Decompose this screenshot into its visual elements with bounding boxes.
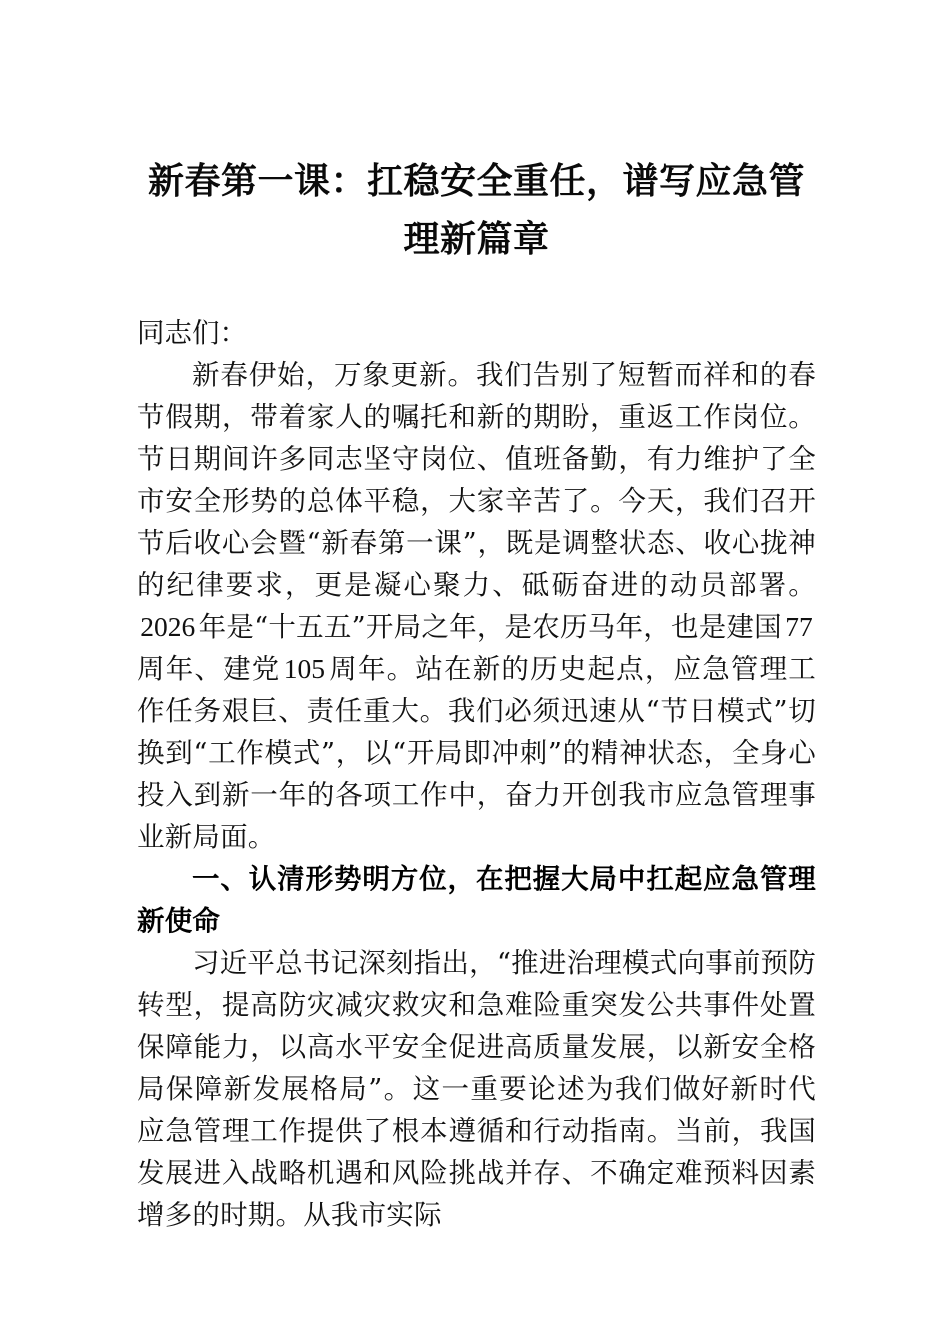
paragraph-segment-text: 周年、建党: [137, 653, 281, 685]
paragraph-segment-text: 新春伊始，万象更新。我们告别了短暂而祥和的春节假期，带着家人的嘱托和新的期盼，重返工作岗位。节日期间许多同志坚守岗位、值班备勤，有力维护了全市安全形势的总体平稳，大家辛苦了。今天，我们召开节后收心会暨“新春第一课”，既是调整状态、收心拢神的纪律要求，更是凝心聚力、砥砺奋进的动员部署。: [137, 359, 816, 601]
section-one-body-paragraph: 习近平总书记深刻指出，“推进治理模式向事前预防转型，提高防灾减灾救灾和急难险重突发公共事件处置保障能力，以高水平安全促进高质量发展，以新安全格局保障新发展格局”。这一重要论述为我们做好新时代应急管理工作提供了根本遵循和行动指南。当前，我国发展进入战略机遇和风险挑战并存、不确定难预料因素增多的时期。从我市实际: [137, 947, 816, 1231]
paragraph-segment-text: 周年。站在新的历史起点，应急管理工作任务艰巨、责任重大。我们必须迅速从“节日模式”切换到“工作模式”，以“开局即冲刺”的精神状态，全身心投入到新一年的各项工作中，奋力开创我市应急管理事业新局面。: [137, 653, 817, 853]
document-title: [137, 0, 816, 268]
paragraph-segment-text: 年是“十五五”开局之年，是农历马年，也是建国: [198, 611, 782, 643]
section-heading-one: 一、认清形势明方位，在把握大局中扛起应急管理新使命: [137, 863, 816, 936]
document-content-column: [137, 0, 816, 1236]
party-anniversary-105: 105: [283, 653, 325, 684]
year-2026: 2026: [140, 611, 196, 642]
salutation: 同志们：: [137, 317, 247, 349]
opening-paragraph: [137, 354, 816, 858]
document-title-line-1: 新春第一课：扛稳安全重任，谱写应急管: [147, 161, 805, 201]
document-title-line-2: 理新篇章: [403, 219, 550, 259]
founding-anniversary-77: 77: [785, 611, 813, 642]
